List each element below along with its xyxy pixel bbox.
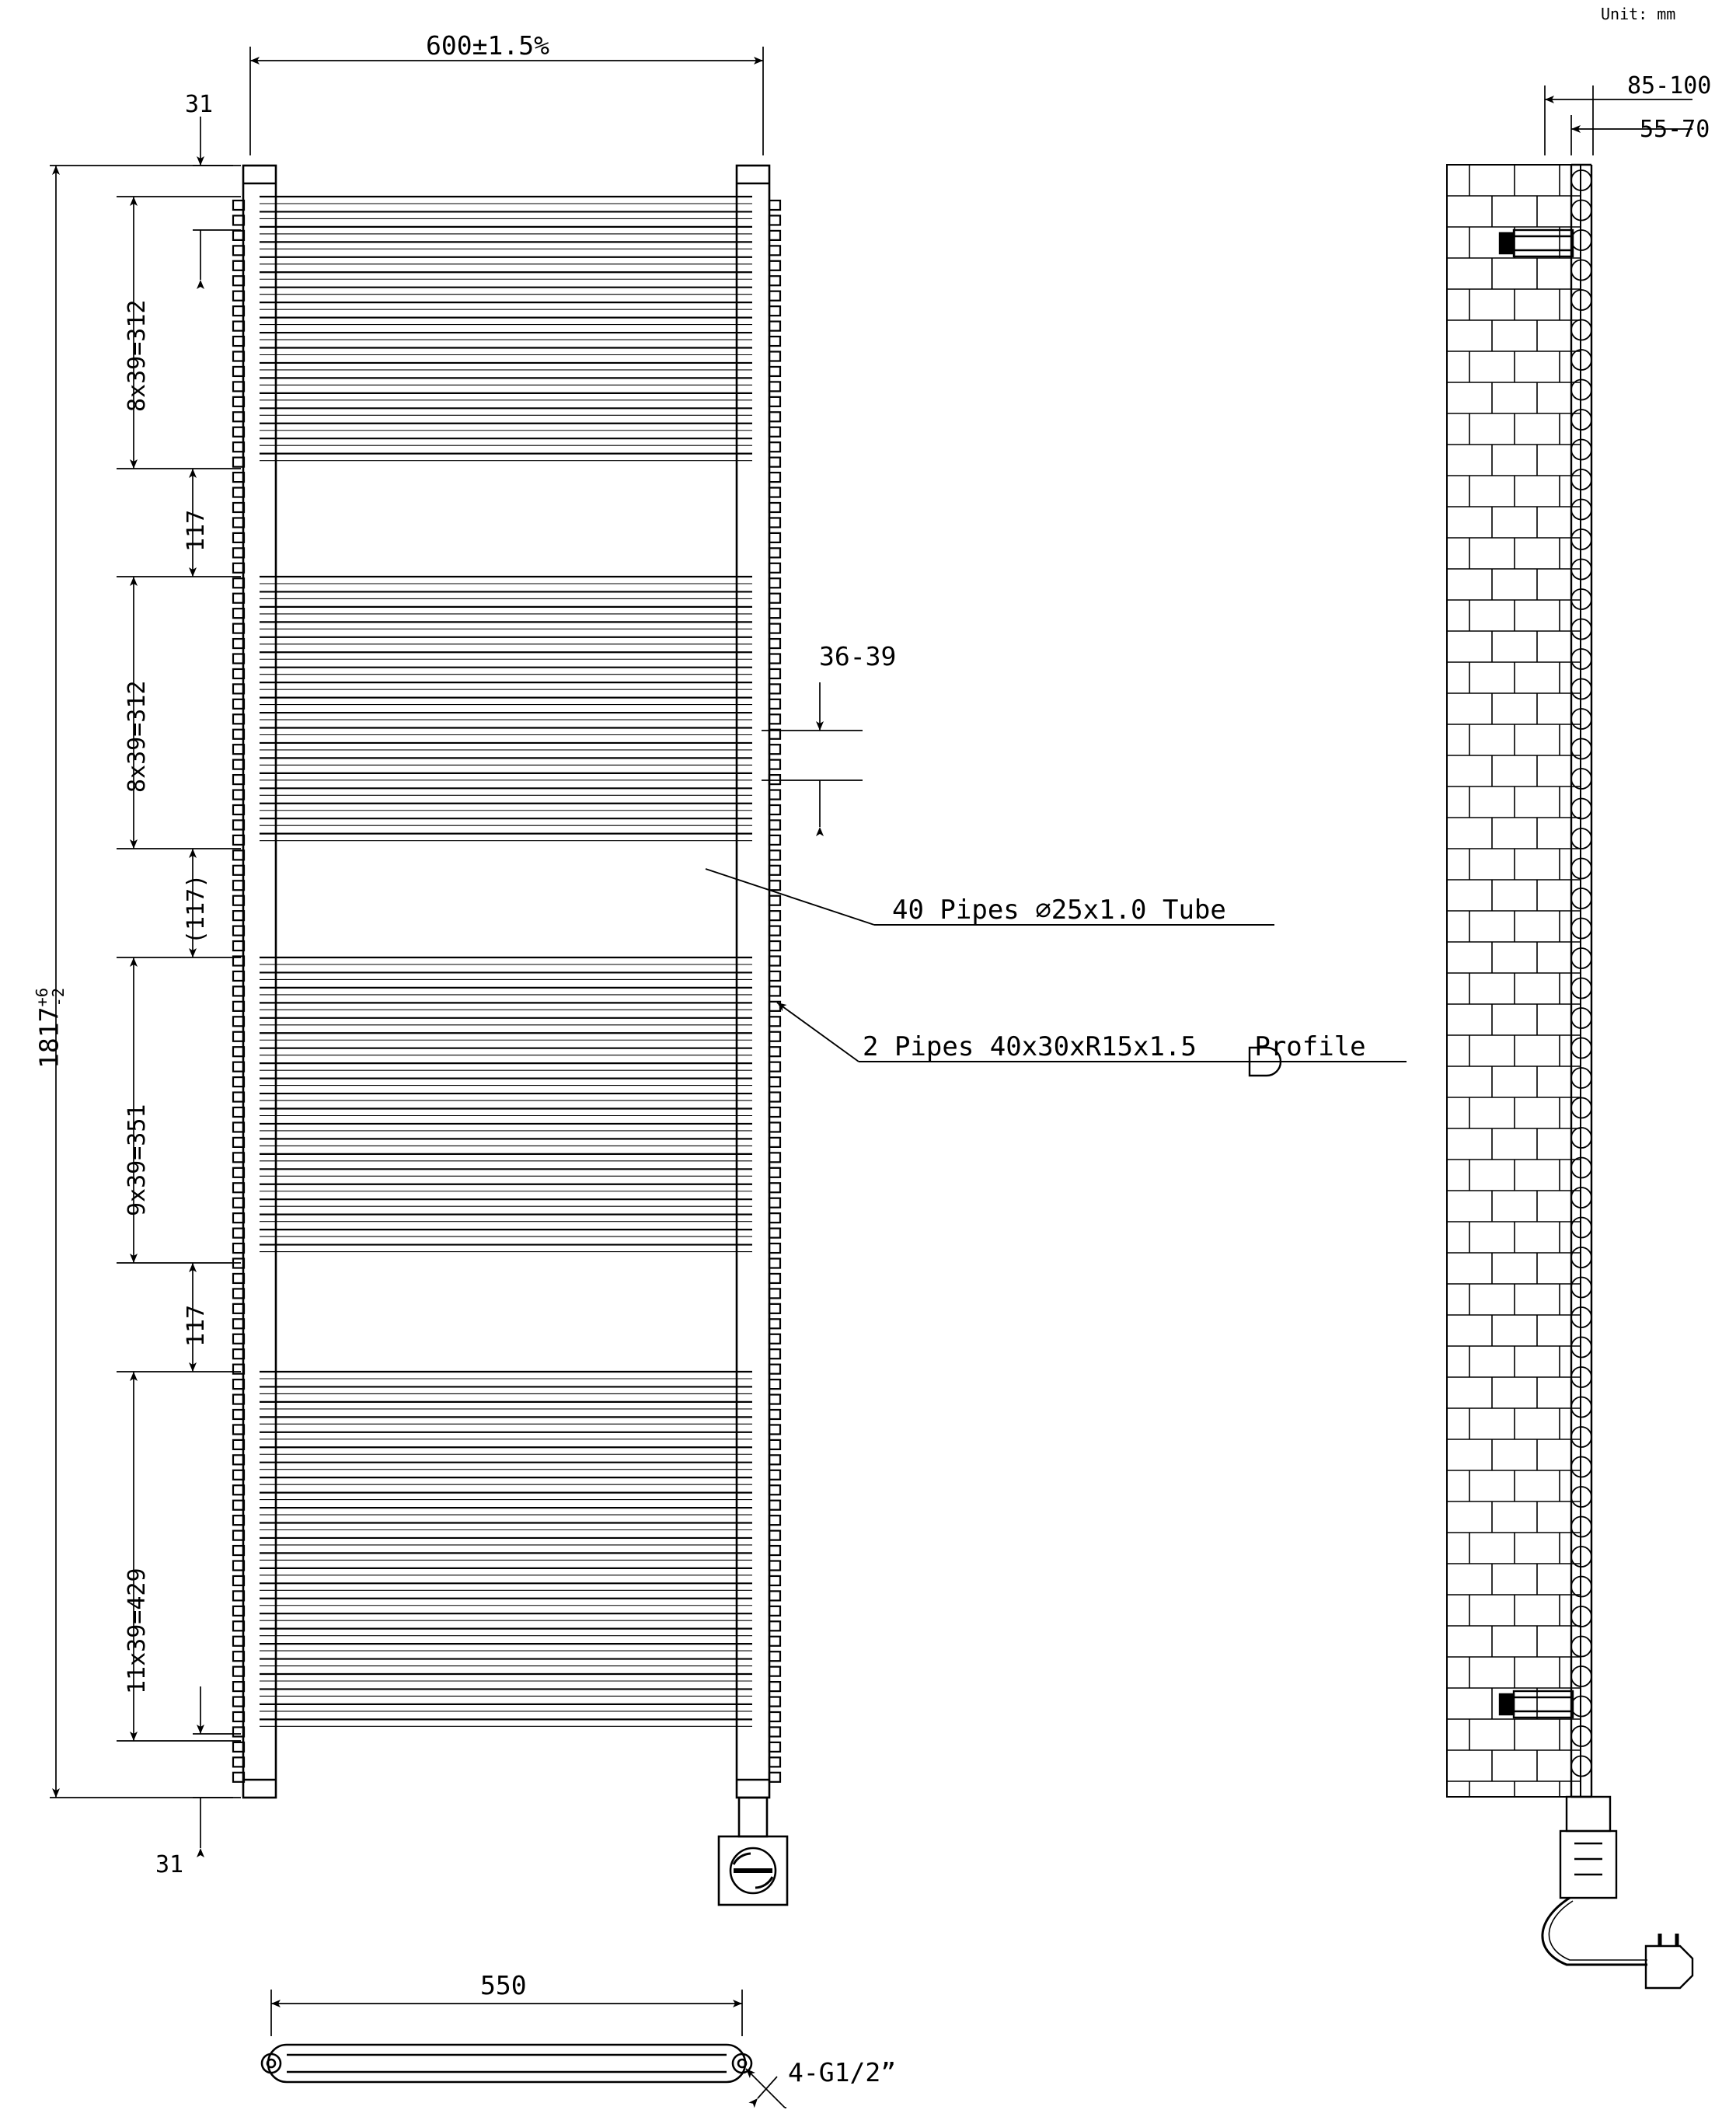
top-center-distance: 550 [480, 1970, 527, 2000]
front-height-dimension: 1817+6 -2 [33, 987, 68, 1069]
side-view-wall [1447, 165, 1581, 1797]
unit-note: Unit: mm [1601, 5, 1676, 23]
front-segment-group-1: 8x39=312 [124, 299, 151, 412]
callout-profile-prefix: 2 Pipes 40x30xR15x1.5 [863, 1031, 1197, 1062]
front-top-offset: 31 [185, 91, 214, 118]
top-view-dimensions [271, 1990, 786, 2108]
side-depth-inner: 55-70 [1640, 116, 1710, 143]
front-segment-gap-1: 117 [183, 509, 210, 552]
front-segment-group-2: 8x39=312 [124, 680, 151, 793]
top-view-body [262, 2045, 751, 2082]
callout-profile [863, 1031, 1366, 1062]
pipe-spacing-dimension: 36-39 [819, 641, 897, 671]
front-heating-element [719, 1798, 787, 1905]
front-segment-group-3: 9x39=351 [124, 1104, 151, 1216]
top-connection-size: 4-G1/2” [788, 2057, 897, 2087]
side-view-radiator [1500, 165, 1692, 1988]
front-segment-group-4: 11x39=429 [124, 1568, 151, 1694]
callout-profile-suffix: Profile [1254, 1031, 1366, 1062]
side-depth-outer: 85-100 [1627, 72, 1712, 99]
front-segment-gap-3: 117 [183, 1304, 210, 1347]
front-width-dimension: 600±1.5% [426, 30, 549, 61]
front-bottom-offset: 31 [155, 1851, 184, 1878]
front-segment-gap-2: (117) [183, 874, 210, 944]
front-view-rungs [260, 197, 752, 1726]
callout-tube: 40 Pipes ⌀25x1.0 Tube [892, 895, 1226, 926]
